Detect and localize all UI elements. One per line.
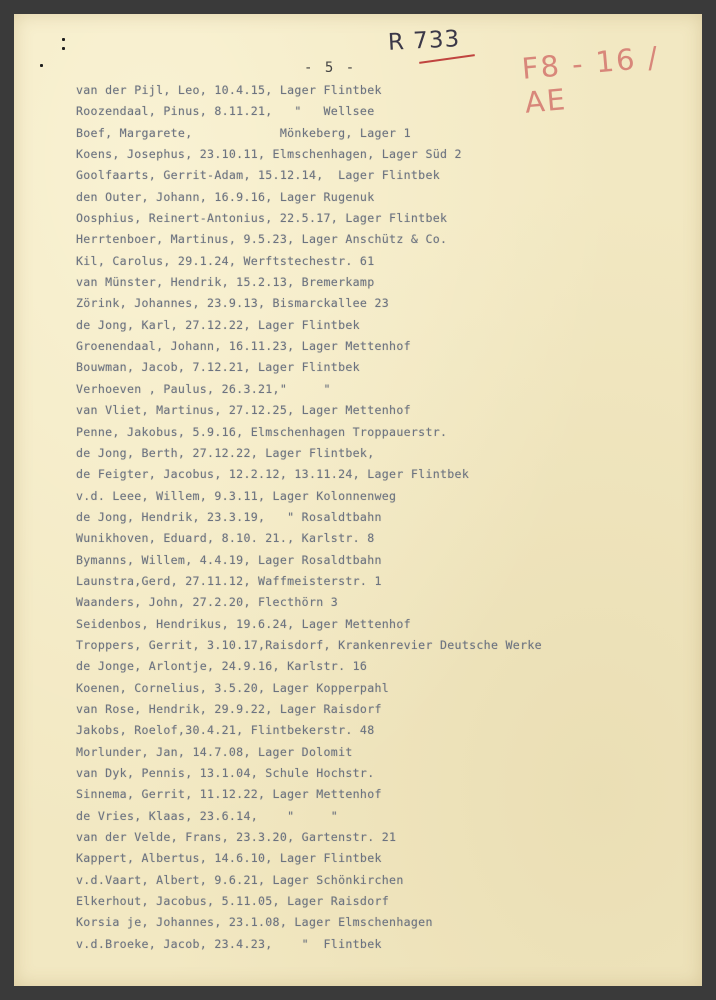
list-item: van Vliet, Martinus, 27.12.25, Lager Mettenhof xyxy=(76,403,411,418)
punch-hole-mark xyxy=(40,64,43,67)
list-item: Sinnema, Gerrit, 11.12.22, Lager Mettenhof xyxy=(76,787,382,802)
list-item: Troppers, Gerrit, 3.10.17,Raisdorf, Krankenrevier Deutsche Werke xyxy=(76,637,542,652)
list-item: Jakobs, Roelof,30.4.21, Flintbekerstr. 48 xyxy=(76,723,375,738)
list-item: van Dyk, Pennis, 13.1.04, Schule Hochstr. xyxy=(76,766,375,780)
archive-reference-underline xyxy=(419,54,475,64)
list-item: van der Pijl, Leo, 10.4.15, Lager Flintbek xyxy=(76,83,382,97)
entry-list xyxy=(76,80,542,955)
list-item: v.d.Vaart, Albert, 9.6.21, Lager Schönkirchen xyxy=(76,872,404,887)
list-item: Koenen, Cornelius, 3.5.20, Lager Kopperpahl xyxy=(76,680,390,695)
list-item: Korsia je, Johannes, 23.1.08, Lager Elmschenhagen xyxy=(76,915,433,930)
list-item: Koens, Josephus, 23.10.11, Elmschenhagen, Lager Süd 2 xyxy=(76,147,462,162)
list-item: de Jong, Hendrik, 23.3.19, " Rosaldtbahn xyxy=(76,509,382,524)
list-item: de Vries, Klaas, 23.6.14, " " xyxy=(76,808,339,823)
list-item: van der Velde, Frans, 23.3.20, Gartenstr. 21 xyxy=(76,830,397,845)
list-item: Elkerhout, Jacobus, 5.11.05, Lager Raisdorf xyxy=(76,894,390,909)
list-item: Bouwman, Jacob, 7.12.21, Lager Flintbek xyxy=(76,360,360,375)
list-item: Waanders, John, 27.2.20, Flecthörn 3 xyxy=(76,595,339,610)
list-item: van Rose, Hendrik, 29.9.22, Lager Raisdorf xyxy=(76,701,382,716)
list-item: Oosphius, Reinert-Antonius, 22.5.17, Lager Flintbek xyxy=(76,211,448,226)
list-item: v.d.Broeke, Jacob, 23.4.23, " Flintbek xyxy=(76,936,382,951)
list-item: de Jong, Karl, 27.12.22, Lager Flintbek xyxy=(76,317,360,332)
list-item: Herrtenboer, Martinus, 9.5.23, Lager Anschütz & Co. xyxy=(76,232,448,247)
list-item: de Jong, Berth, 27.12.22, Lager Flintbek, xyxy=(76,445,375,460)
punch-hole-mark xyxy=(62,47,65,50)
list-item: Kil, Carolus, 29.1.24, Werftstechestr. 61 xyxy=(76,253,375,268)
list-item: Penne, Jakobus, 5.9.16, Elmschenhagen Troppauerstr. xyxy=(76,424,448,439)
list-item: van Münster, Hendrik, 15.2.13, Bremerkamp xyxy=(76,275,375,290)
list-item: Goolfaarts, Gerrit-Adam, 15.12.14, Lager Flintbek xyxy=(76,168,441,183)
archive-reference: R 733 xyxy=(387,26,461,56)
list-item: Kappert, Albertus, 14.6.10, Lager Flintbek xyxy=(76,851,382,866)
punch-hole-mark xyxy=(62,38,65,41)
list-item: Roozendaal, Pinus, 8.11.21, " Wellsee xyxy=(76,104,375,119)
list-item: den Outer, Johann, 16.9.16, Lager Rugenuk xyxy=(76,189,375,204)
list-item: Morlunder, Jan, 14.7.08, Lager Dolomit xyxy=(76,744,353,759)
list-item: Boef, Margarete, Mönkeberg, Lager 1 xyxy=(76,125,411,140)
page-number: - 5 - xyxy=(304,60,357,76)
list-item: de Feigter, Jacobus, 12.2.12, 13.11.24, Lager Flintbek xyxy=(76,467,470,482)
list-item: Seidenbos, Hendrikus, 19.6.24, Lager Mettenhof xyxy=(76,616,411,631)
list-item: Zörink, Johannes, 23.9.13, Bismarckallee 23 xyxy=(76,296,390,311)
list-item: Bymanns, Willem, 4.4.19, Lager Rosaldtbahn xyxy=(76,552,382,567)
list-item: Wunikhoven, Eduard, 8.10. 21., Karlstr. 8 xyxy=(76,531,375,546)
shelf-mark: F8 - 16 / AE xyxy=(520,39,661,120)
list-item: Groenendaal, Johann, 16.11.23, Lager Mettenhof xyxy=(76,339,411,354)
document-page xyxy=(14,14,702,986)
list-item: de Jonge, Arlontje, 24.9.16, Karlstr. 16 xyxy=(76,659,368,674)
list-item: Launstra,Gerd, 27.11.12, Waffmeisterstr. 1 xyxy=(76,573,382,588)
list-item: Verhoeven , Paulus, 26.3.21," " xyxy=(76,381,331,396)
list-item: v.d. Leee, Willem, 9.3.11, Lager Kolonnenweg xyxy=(76,488,397,503)
